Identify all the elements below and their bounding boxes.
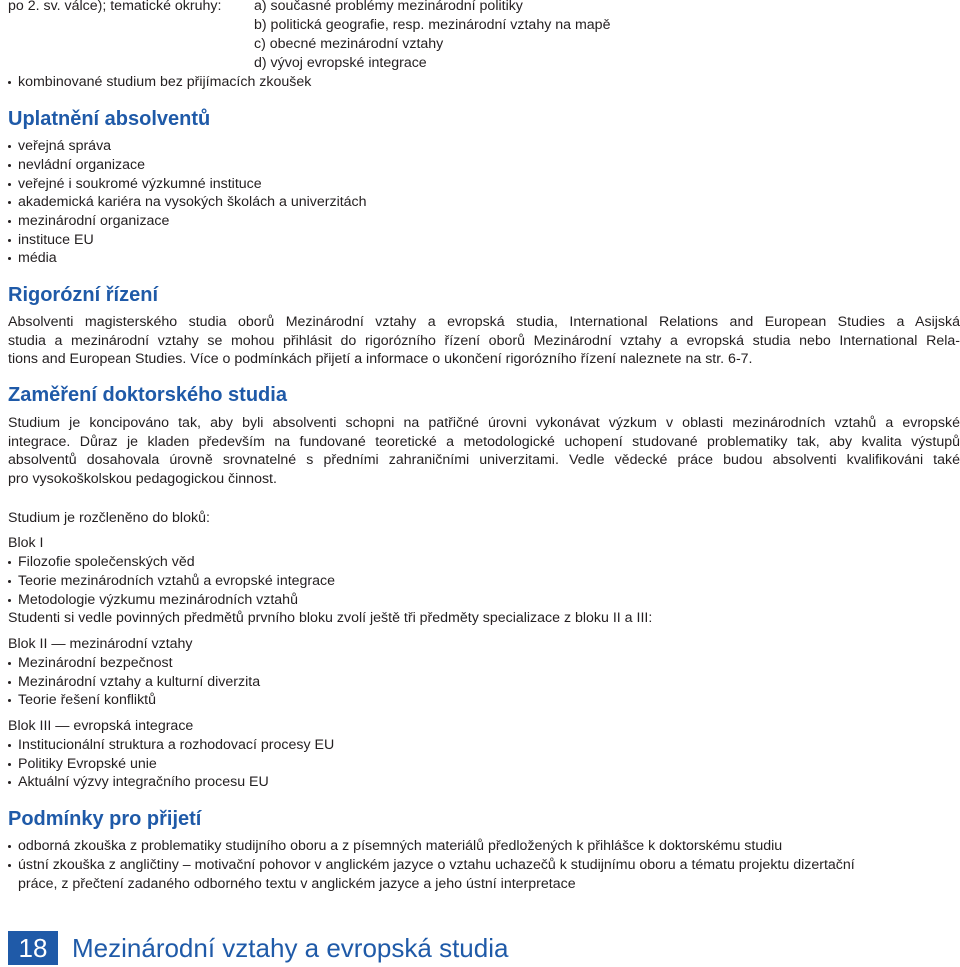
section-heading-doctoral: Zaměření doktorského studia bbox=[8, 384, 287, 406]
topic-a: a) současné problémy mezinárodní politiky bbox=[254, 0, 523, 14]
section-heading-admission: Podmínky pro přijetí bbox=[8, 808, 202, 830]
topic-d: d) vývoj evropské integrace bbox=[254, 55, 427, 71]
study-topics-prefix: po 2. sv. válce); tematické okruhy: bbox=[8, 0, 222, 14]
block-1-title: Blok I bbox=[8, 535, 44, 551]
topic-c: c) obecné mezinárodní vztahy bbox=[254, 36, 444, 52]
rigorous-paragraph: Absolventi magisterského studia oborů Mezinárodní vztahy a evropská studia, International Relations and European Studies a Asijská studia a mezinárodní vztahy se mohou přihlásit do rigorózního řízení oborů Mezinárodní vztahy a evropská studia nebo International Rela- tions and European Studies. Více o podmínkách přijetí a informace o ukončení rigorózního řízení naleznete na str. 6-7. bbox=[8, 314, 960, 367]
block-3-title: Blok III — evropská integrace bbox=[8, 718, 194, 734]
blocks-intro: Studium je rozčleněno do bloků: bbox=[8, 510, 210, 526]
section-heading-rigorous: Rigorózní řízení bbox=[8, 284, 158, 306]
footer-title: Mezinárodní vztahy a evropská studia bbox=[72, 933, 509, 963]
list-item-continuation: práce, z přečtení zadaného odborného textu v anglickém jazyce a jeho ústní interpretace bbox=[18, 876, 576, 892]
section-heading-graduates: Uplatnění absolventů bbox=[8, 108, 211, 130]
topic-b: b) politická geografie, resp. mezinárodní vztahy na mapě bbox=[254, 17, 611, 33]
block-2-title: Blok II — mezinárodní vztahy bbox=[8, 636, 193, 652]
doctoral-paragraph: Studium je koncipováno tak, aby byli absolventi schopni na patřičné úrovni vykonávat výzkum v oblasti mezinárodních vztahů a evropské integrace. Důraz je kladen především na fundované teoretické a metodologické uchopení studované problematiky tak, aby kvalita výstupů absolventů dosahovala úrovně srovnatelné s předními zahraničními univerzitami. Vedle vědecké práce budou absolventi kvalifikováni také pro vysokoškolskou pedagogickou činnost. bbox=[8, 415, 960, 487]
page-number: 18 bbox=[8, 931, 58, 965]
electives-note: Studenti si vedle povinných předmětů prvního bloku zvolí ještě tři předměty specializace z bloku II a III: bbox=[8, 610, 653, 626]
